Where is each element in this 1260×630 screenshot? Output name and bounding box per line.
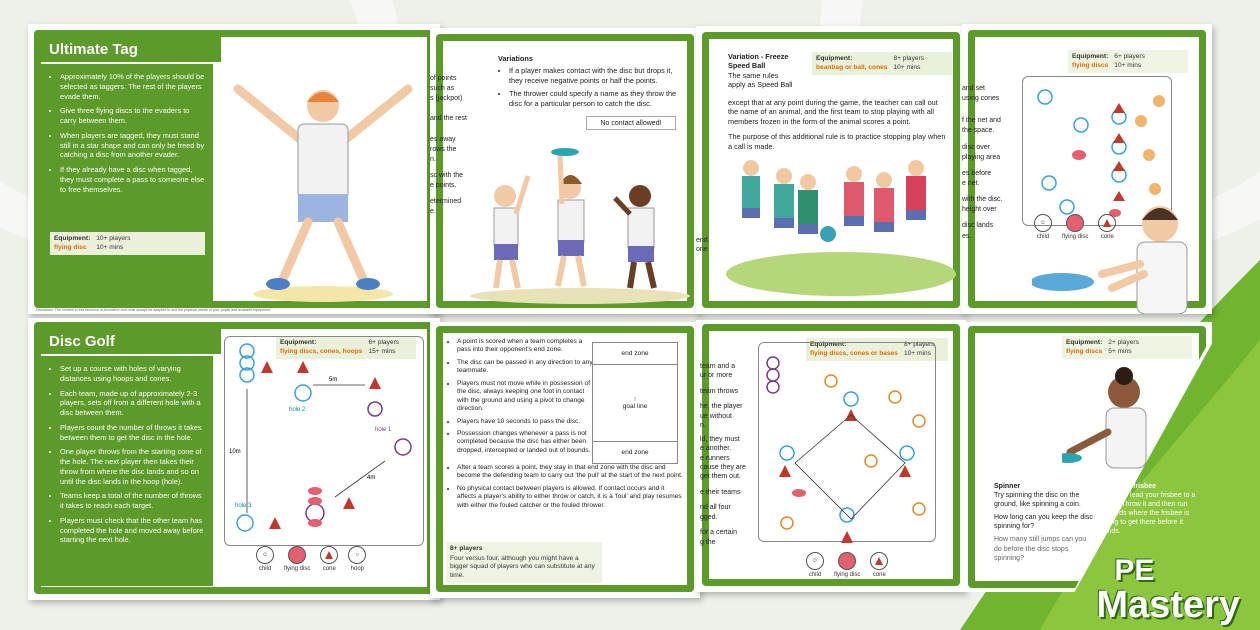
list-item: • Players must not move while in possession of the disc, always keeping one foot in contact with the ground and using a pivot to change direction. [457,380,596,414]
section-title: Variation - Freeze Speed Ball [728,52,789,71]
end-zone-top: end zone [593,343,677,365]
text-fragment: team throws [700,387,739,395]
equipment-box [1062,336,1192,359]
callout-box: No contact allowed! [586,116,676,130]
text-fragment: s (jackpot) [430,95,463,103]
list-item: • Give three flying discs to the evaders to carry between them. [60,106,205,126]
child-icon: ☺ [1034,214,1052,232]
key-label: cone [322,566,336,572]
duration: 10+ mins [96,243,124,251]
duration: 10+ mins [903,349,931,357]
players-count: 2+ players [1108,339,1139,346]
key-label: child [1036,234,1050,240]
list-item: • The disc can be passed in any direction to any teammate. [457,359,596,376]
rules-text-wide [446,464,684,514]
pitch-diagram [592,342,678,464]
key-label: flying disc [284,566,311,572]
text-fragment: e net. [962,179,980,187]
list-item: • Set up a course with holes of varying distances using hoops and cones. [60,364,205,384]
equipment-value: beanbag or ball, cones [816,63,888,71]
hole-label: hole 2 [289,407,306,413]
text-fragment: e runners [700,454,730,462]
text-line: Try spinning the disc on the ground, like spinning a coin. [994,492,1081,509]
text-fragment: disc lands [962,222,994,230]
text-fragment: such as [430,85,455,93]
instructions-panel [41,64,213,304]
list-item: • When players are tagged, they must stand still in a star shape and can only be freed by catching a disc from another evader. [60,131,205,160]
card-variations [430,28,700,314]
race-text [1102,482,1202,537]
course-diagram [224,336,424,546]
section-title: Spinner [994,483,1021,490]
text-fragment: n. [430,155,436,163]
list-item: • Players must check that the other team has completed the hole and moved away before starting the next hole. [60,516,205,545]
cone-icon [870,552,888,570]
card-ultimate-rules [430,322,700,598]
text-line: How many still jumps can you do before the disc stops spinning? [994,536,1087,562]
card-disc-golf [28,318,440,600]
equipment-value: flying discs [1066,347,1103,355]
section-title: Variations [498,54,533,63]
variation-heading [728,52,808,90]
players-count: 8+ players [450,545,483,552]
equipment-box [812,52,952,75]
duration: 10+ mins [893,63,921,71]
bases-diagram [758,342,936,542]
text-fragment: etermined [430,198,462,206]
key-label: cone [872,572,886,578]
list-item: • Each team, made up of approximately 2-3 players, sets off from a different hole with a disc between them. [60,389,205,418]
text-fragment: g the [700,538,716,546]
list-item: • Teams keep a total of the number of throws it takes to reach each target. [60,491,205,511]
list-item: • No physical contact between players is allowed. If contact occurs and it affects a player's ability to either throw or catch, it is a 'foul' and play resumes with either the fouled catcher or the fouled thrower. [457,485,684,510]
key-label: flying disc [834,572,861,578]
text-fragment: e their teams [700,488,741,496]
text-fragment: the space. [962,127,995,135]
equipment-label: Equipment: [816,55,853,62]
spinner-text [994,482,1094,563]
card-freeze-speed-ball [696,26,966,314]
list-item: • If they already have a disc when tagged, they must complete a pass to someone else to free themselves. [60,165,205,194]
text-fragment: playing area [962,153,1001,161]
players-count: 6+ players [1114,53,1145,60]
players-description: Four versus four, although you might have a bigger squad of players who can substitute at any time. [450,554,595,579]
text-fragment: n. [700,422,706,430]
list-item: • Possession changes whenever a pass is not completed because the disc has either been dropped, intercepted or landed out of bounds. [457,430,596,455]
equipment-value: flying discs [1072,61,1109,69]
text-fragment: ue without [700,412,732,420]
players-count: 6+ players [368,339,400,346]
text-fragment: cause they are [700,463,746,471]
text-fragment: and the rest [430,115,467,123]
list-item: • Approximately 10% of the players should be selected as taggers. The rest of the players evade them. [60,72,205,101]
disclaimer-text: Disclaimer: The content in this resource is illustrative and must always be adapted to suit the physical needs of your pupils and available equipment. [36,308,272,312]
course-markers [225,337,425,547]
card-bases-game [696,320,966,592]
players-box [446,542,602,583]
equipment-box [50,232,205,255]
rule-text [728,98,948,151]
goal-line-label: goal line [622,403,648,410]
equipment-value: flying disc [54,243,87,251]
text-fragment: es before [962,169,992,177]
rules-text [446,338,596,459]
text-fragment: disc over [962,143,991,151]
card-ultimate-tag [28,24,440,314]
list-item: • The thrower could specify a name as they throw the disc for a particular person to catch the disc. [509,89,688,108]
equipment-key [806,552,888,578]
card-spinner [962,322,1212,592]
text-fragment: es away [430,135,456,143]
arrow-up-icon: ↑ [633,396,637,403]
flying-disc-icon [288,546,306,564]
text-fragment: he, the player [700,403,743,411]
hole-label: hole 3 [235,503,252,509]
equipment-value: flying discs, cones, hoops [280,347,363,355]
key-label: flying disc [1062,234,1089,240]
variations-text [498,54,688,112]
flying-disc-icon [838,552,856,570]
text-fragment: sc with the [430,171,464,179]
key-label: cone [1100,234,1114,240]
hoop-icon: ○ [348,546,366,564]
child-spinning-disc-illustration [1062,362,1202,482]
logo-line: PE [1114,554,1155,587]
duration: 10+ mins [1114,61,1142,69]
left-text-fragments [700,362,754,547]
text-fragment: es. [962,232,972,240]
text-fragment: e. [430,208,436,216]
star-shape-child-illustration [228,44,418,304]
list-item: • A point is scored when a team completes a pass into their opponent's end zone. [457,338,596,355]
text-line: The same rules [728,70,779,80]
equipment-label: Equipment: [1072,53,1109,60]
text-fragment: ld, they must [700,435,740,443]
text-fragment: nd all four [700,504,731,512]
card-title: Ultimate Tag [41,37,221,62]
text-fragment: for a certain [700,529,737,537]
text-line: apply as Speed Ball [728,80,793,90]
child-icon: ☺ [256,546,274,564]
side-fragments [696,236,716,254]
equipment-label: Equipment: [54,235,91,242]
paragraph: except that at any point during the game, the teacher can call out the name of an animal, and the first team to stop playing with all members frozen in the form of the animal scores a point. [728,98,938,126]
text-fragment: f the net and [962,117,1001,125]
paragraph: The purpose of this additional rule is to practice stopping play when a call is made. [728,132,946,151]
players-count: 8+ players [903,341,935,348]
bases-markers [759,343,937,543]
distance-label: 5m [329,377,338,383]
logo-line: Mastery [1096,584,1240,626]
pe-mastery-logo [1096,556,1240,624]
duration: 5+ mins [1108,347,1132,355]
list-item: • After a team scores a point, they stay in that end zone with the disc and become the defending team to carry out 'the pull' at the start of the next point. [457,464,684,481]
text-fragment: gged. [700,513,718,521]
text-fragment: get them out. [700,473,741,481]
text-fragment: team and a [700,363,736,370]
list-item: • One player throws from the starting cone of the hole. The next player then takes their throw from where the disc lands and so on until the disc lands in the hoop (hole). [60,447,205,486]
children-catching-disc-illustration [470,136,690,306]
child-with-disc-illustration [1032,184,1212,314]
text-fragment: height over [962,206,997,214]
section-title: Race the frisbee [1102,483,1157,490]
text-fragment: one [696,246,708,254]
equipment-value: flying discs, cones or bases [810,349,898,357]
equipment-label: Equipment: [1066,339,1103,346]
key-label: hoop [350,566,365,572]
equipment-key [256,546,366,572]
hole-label: hole 1 [375,427,392,433]
text-line: How long can you keep the disc spinning for? [994,514,1093,531]
equipment-label: Equipment: [280,339,317,346]
text-fragment: using cones [962,95,1000,103]
cone-icon [320,546,338,564]
text-fragment: end [696,237,708,244]
card-disc-over-net [962,24,1212,314]
key-label: child [258,566,272,572]
text-fragment: e points. [430,182,457,190]
text-fragment: and set [962,85,985,92]
list-item: • Players count the number of throws it takes between them to get the disc in the hole. [60,423,205,443]
text-line: Can you lead your frisbee to a race? Throw it and then run towards where the frisbee is flying to get there before it lands. [1102,492,1196,536]
key-label: child [808,572,822,578]
players-count: 10+ players [96,235,131,242]
text-fragment: with the disc. [962,196,1003,204]
distance-label: 10m [229,449,241,455]
list-item: • If a player makes contact with the disc but drops it, they receive negative points or half the points. [509,66,688,85]
equipment-label: Equipment: [810,341,847,348]
list-item: • Players have 10 seconds to pass the disc. [457,418,596,426]
players-count: 8+ players [893,55,925,62]
instructions-panel [41,356,213,586]
duration: 15+ mins [368,347,396,355]
text-fragment: of points [430,75,457,82]
text-fragment: e another. [700,445,732,453]
left-text-fragments [962,84,1022,242]
equipment-box [1068,50,1188,73]
children-playing-illustration [726,146,956,296]
child-icon: ☺ [806,552,824,570]
distance-label: 4m [367,475,376,481]
text-fragment: ur or more [700,372,733,380]
card-title: Disc Golf [41,329,221,354]
text-fragment: rows the [430,145,457,153]
end-zone-bottom: end zone [593,441,677,463]
